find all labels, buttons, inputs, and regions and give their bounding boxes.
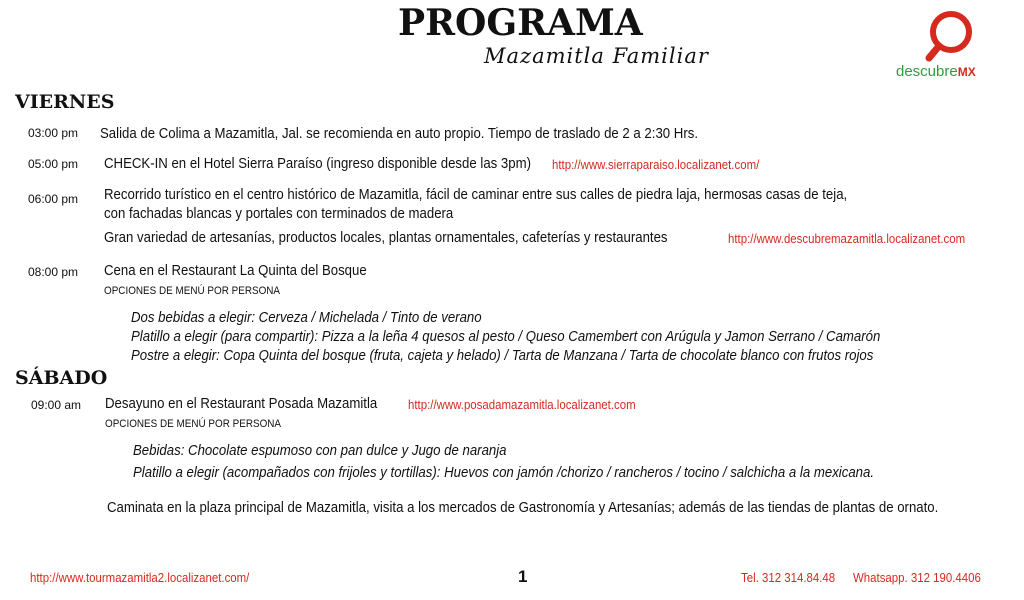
page-subtitle: Mazamitla Familiar	[484, 44, 709, 68]
magnifier-icon	[893, 8, 1003, 64]
logo-suffix: MX	[957, 65, 976, 79]
page-number: 1	[518, 567, 528, 586]
menu-option: Dos bebidas a elegir: Cerveza / Michelada / Tinto de verano	[131, 309, 482, 326]
event-time: 03:00 pm	[28, 126, 79, 140]
menu-label: OPCIONES DE MENÚ POR PERSONA	[105, 418, 282, 430]
event-time: 06:00 pm	[28, 192, 79, 206]
logo	[893, 8, 1003, 80]
menu-option: Platillo a elegir (acompañados con frijoles y tortillas): Huevos con jamón /chorizo / rancheros / tocino / salchicha a la mexicana.	[133, 464, 875, 481]
event-text: con fachadas blancas y portales con terminados de madera	[104, 205, 454, 222]
logo-wordmark	[896, 63, 976, 80]
footer-phone: Tel. 312 314.84.48	[741, 570, 836, 585]
page-title: PROGRAMA	[398, 2, 643, 44]
event-text: Recorrido turístico en el centro histórico de Mazamitla, fácil de caminar entre sus calles de piedra laja, hermosas casas de teja,	[104, 186, 848, 203]
hotel-link[interactable]: http://www.sierraparaiso.localizanet.com/	[552, 157, 760, 172]
event-text: CHECK-IN en el Hotel Sierra Paraíso (ingreso disponible desde las 3pm)	[104, 155, 532, 172]
restaurant-link[interactable]: http://www.posadamazamitla.localizanet.com	[408, 397, 636, 412]
event-text: Caminata en la plaza principal de Mazamitla, visita a los mercados de Gastronomía y Artesanías; además de las tiendas de plantas de ornato.	[107, 499, 939, 516]
event-text: Cena en el Restaurant La Quinta del Bosque	[104, 262, 367, 279]
event-time: 08:00 pm	[28, 265, 79, 279]
menu-label: OPCIONES DE MENÚ POR PERSONA	[104, 285, 281, 297]
logo-brand: descubre	[896, 63, 958, 80]
menu-option: Bebidas: Chocolate espumoso con pan dulce y Jugo de naranja	[133, 442, 507, 459]
footer-url-link[interactable]: http://www.tourmazamitla2.localizanet.com/	[30, 570, 250, 585]
menu-option: Platillo a elegir (para compartir): Pizza a la leña 4 quesos al pesto / Queso Camembert con Arúgula y Jamon Serrano / Camarón	[131, 328, 881, 345]
day-heading-saturday: SÁBADO	[15, 367, 108, 389]
footer-whatsapp: Whatsapp. 312 190.4406	[853, 570, 981, 585]
event-text: Desayuno en el Restaurant Posada Mazamitla	[105, 395, 378, 412]
tour-link[interactable]: http://www.descubremazamitla.localizanet.com	[728, 231, 966, 246]
event-time: 05:00 pm	[28, 157, 79, 171]
day-heading-friday: VIERNES	[15, 91, 115, 113]
event-time: 09:00 am	[31, 398, 82, 412]
event-text: Gran variedad de artesanías, productos locales, plantas ornamentales, cafeterías y restaurantes	[104, 229, 668, 246]
menu-option: Postre a elegir: Copa Quinta del bosque (fruta, cajeta y helado) / Tarta de Manzana / Tarta de chocolate blanco con frutos rojos	[131, 347, 874, 364]
event-text: Salida de Colima a Mazamitla, Jal. se recomienda en auto propio. Tiempo de traslado de 2 a 2:30 Hrs.	[100, 125, 699, 142]
